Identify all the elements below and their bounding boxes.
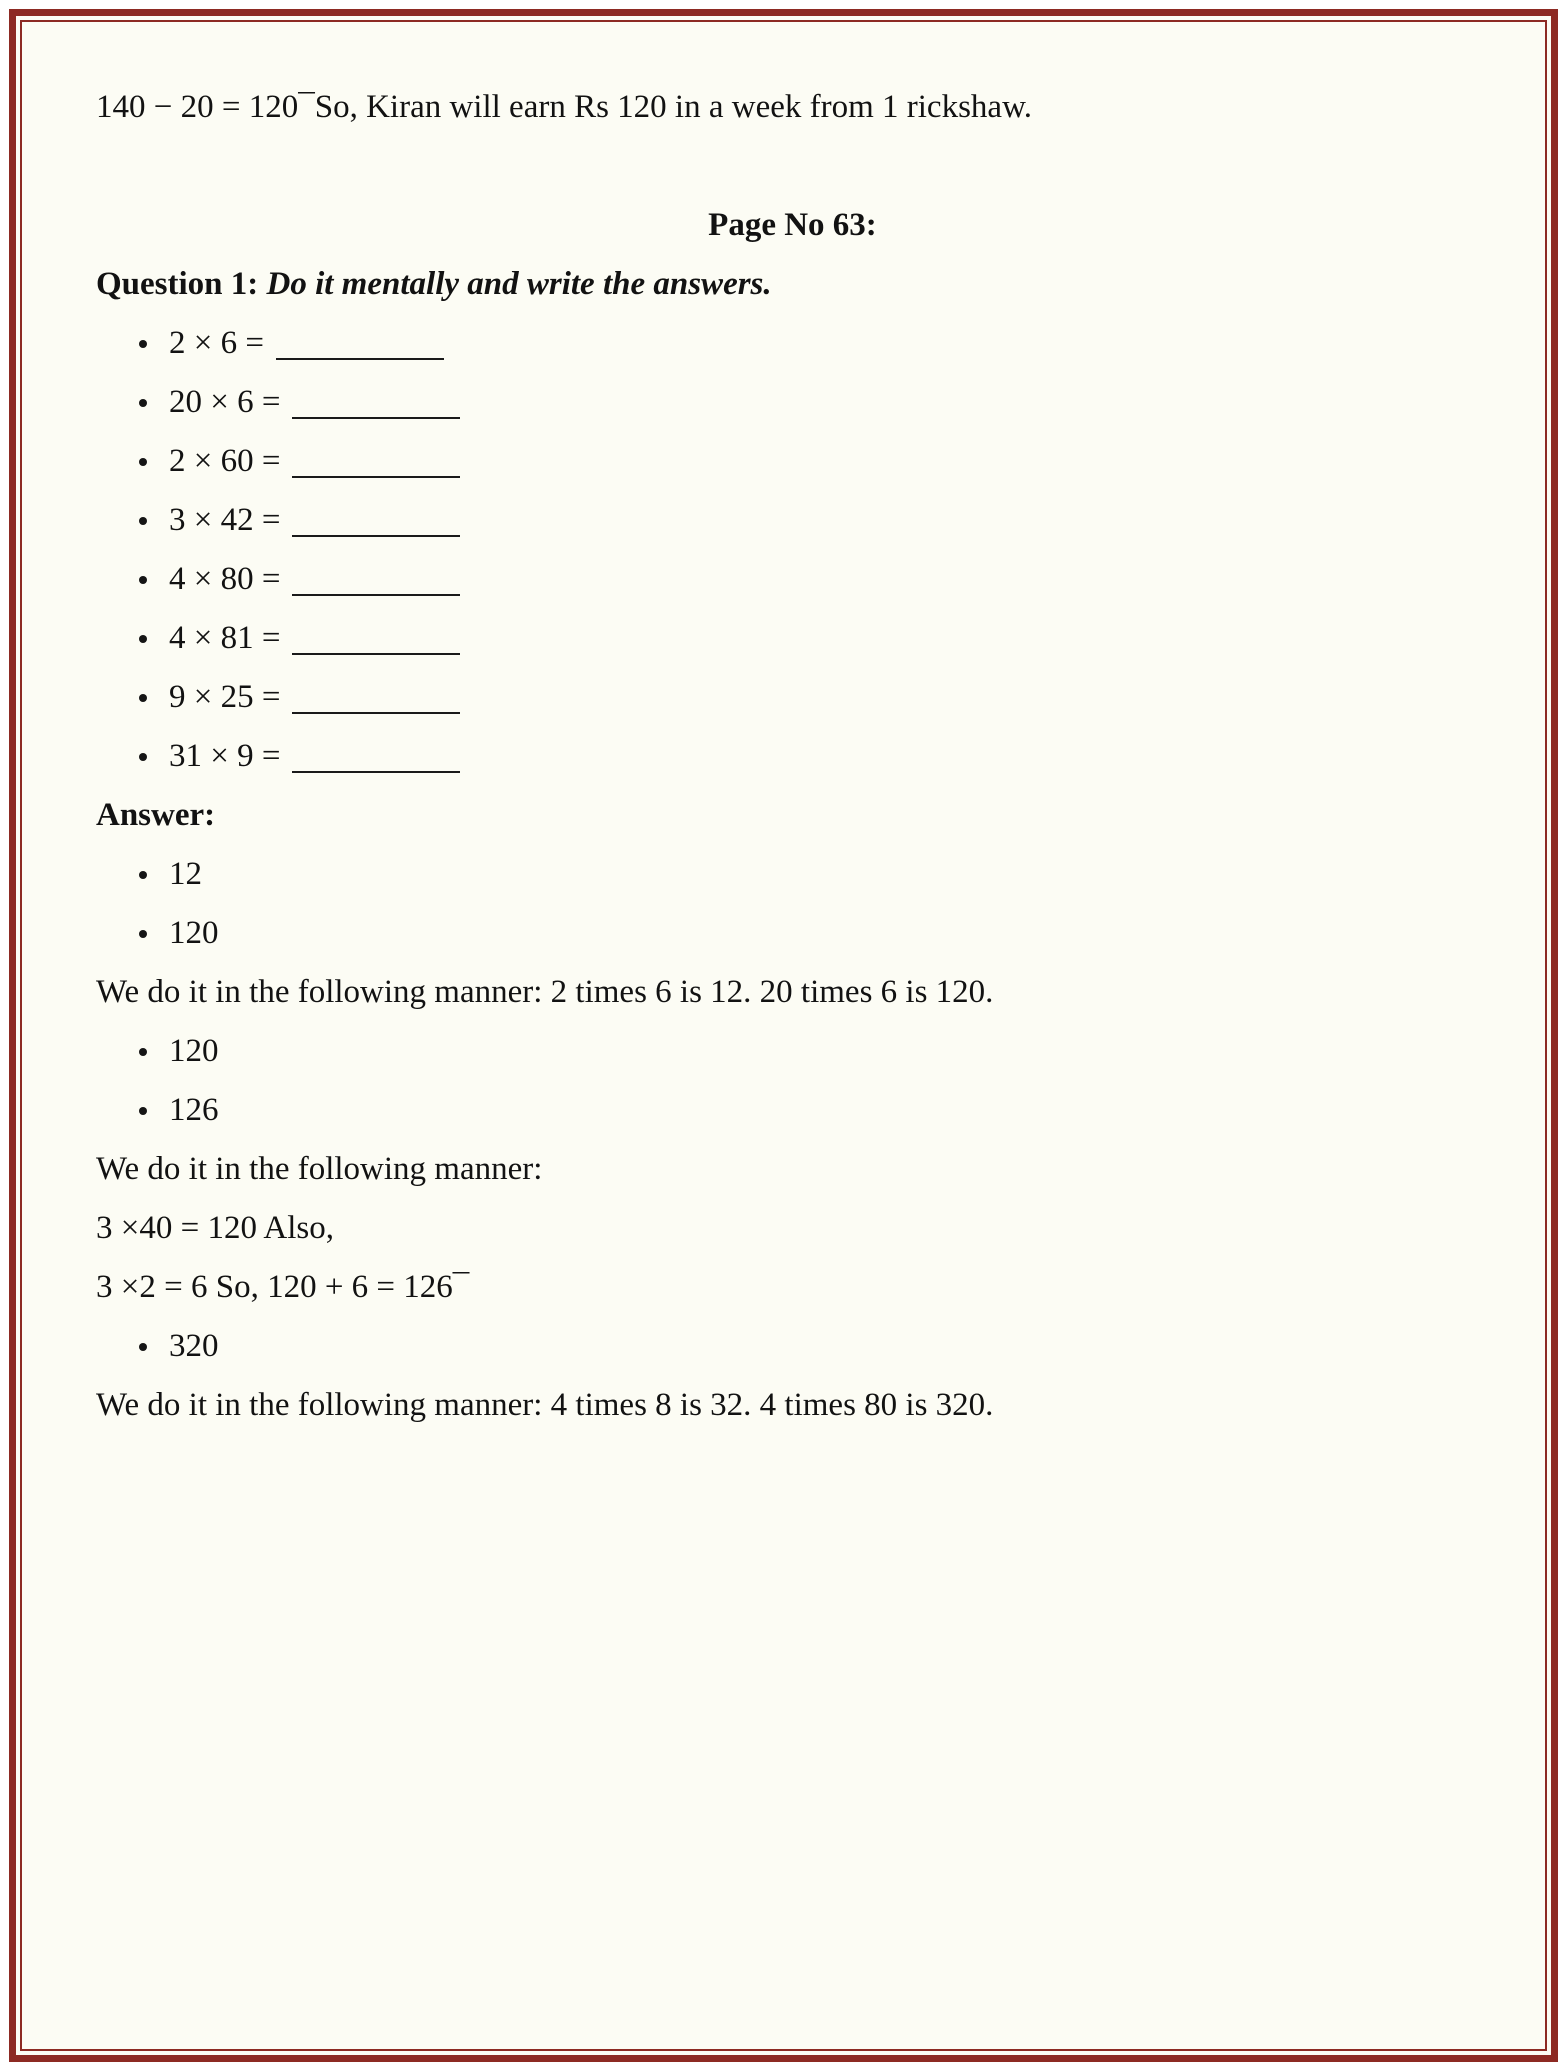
answer-list-1 — [96, 845, 1489, 963]
problem-expression: 2 × 6 = — [169, 325, 264, 361]
answer-item: 320 — [169, 1317, 1489, 1376]
working-line-2: 3 ×2 = 6 So, 120 + 6 = 126¯ — [96, 1269, 470, 1305]
problem-item — [169, 373, 1489, 432]
question-text: Do it mentally and write the answers. — [266, 266, 772, 302]
problems-list — [96, 314, 1489, 786]
problem-expression: 20 × 6 = — [169, 384, 281, 420]
problem-expression: 4 × 81 = — [169, 620, 281, 656]
question-line — [96, 255, 1489, 314]
problem-expression: 9 × 25 = — [169, 679, 281, 715]
answer-blank — [292, 476, 460, 478]
answer-blank — [276, 358, 444, 360]
problem-item — [169, 668, 1489, 727]
answer-label: Answer: — [96, 797, 216, 833]
problem-item — [169, 550, 1489, 609]
answer-item: 12 — [169, 845, 1489, 904]
working-line-1: 3 ×40 = 120 Also, — [96, 1210, 334, 1246]
intro-line: 140 − 20 = 120¯So, Kiran will earn Rs 120 in a week from 1 rickshaw. — [96, 89, 1033, 125]
answer-blank — [292, 417, 460, 419]
answer-blank — [292, 535, 460, 537]
question-label: Question 1: — [96, 266, 259, 302]
answer-item: 120 — [169, 904, 1489, 963]
problem-item — [169, 727, 1489, 786]
page-heading: Page No 63: — [708, 207, 877, 243]
answer-blank — [292, 712, 460, 714]
explanation-3: We do it in the following manner: 4 times 8 is 32. 4 times 80 is 320. — [96, 1387, 994, 1423]
explanation-2: We do it in the following manner: — [96, 1151, 543, 1187]
page-content — [96, 78, 1489, 1435]
answer-blank — [292, 771, 460, 773]
answer-blank — [292, 594, 460, 596]
answer-blank — [292, 653, 460, 655]
answer-item: 126 — [169, 1081, 1489, 1140]
problem-expression: 4 × 80 = — [169, 561, 281, 597]
problem-item — [169, 609, 1489, 668]
problem-item — [169, 491, 1489, 550]
problem-expression: 31 × 9 = — [169, 738, 281, 774]
problem-expression: 2 × 60 = — [169, 443, 281, 479]
answer-item: 120 — [169, 1022, 1489, 1081]
problem-expression: 3 × 42 = — [169, 502, 281, 538]
problem-item — [169, 432, 1489, 491]
explanation-1: We do it in the following manner: 2 times 6 is 12. 20 times 6 is 120. — [96, 974, 994, 1010]
answer-list-3 — [96, 1317, 1489, 1376]
answer-list-2 — [96, 1022, 1489, 1140]
problem-item — [169, 314, 1489, 373]
